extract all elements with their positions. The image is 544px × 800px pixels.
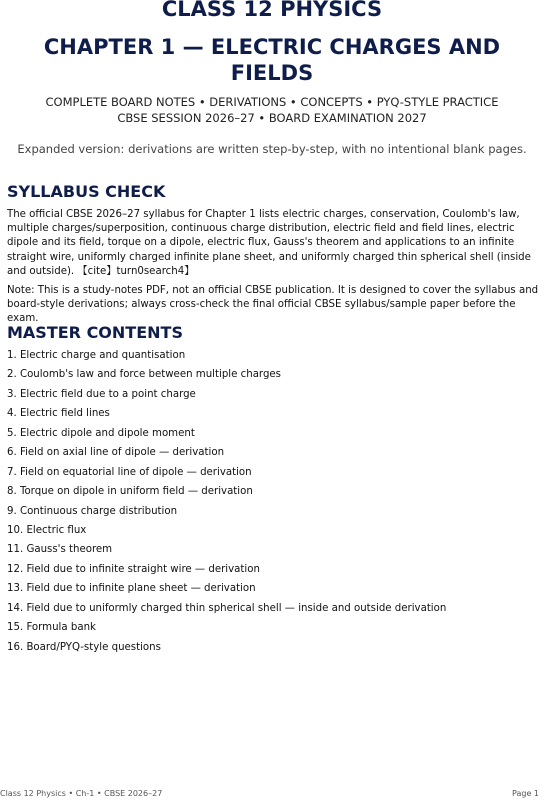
contents-item: 10. Electric flux: [7, 524, 87, 536]
syllabus-heading: SYLLABUS CHECK: [7, 182, 166, 201]
footer-page-number: Page 1: [512, 789, 539, 798]
contents-heading: MASTER CONTENTS: [7, 323, 183, 342]
footer-document-label: Class 12 Physics • Ch-1 • CBSE 2026–27: [0, 789, 163, 798]
contents-list: [7, 346, 446, 657]
contents-item: 16. Board/PYQ-style questions: [7, 641, 161, 653]
contents-item: 11. Gauss's theorem: [7, 544, 113, 556]
contents-item: 4. Electric field lines: [7, 408, 110, 420]
contents-item: 8. Torque on dipole in uniform field — derivation: [7, 486, 253, 498]
contents-item: 12. Field due to infinite straight wire — derivation: [7, 563, 260, 575]
subtitle-topics: COMPLETE BOARD NOTES • DERIVATIONS • CONCEPTS • PYQ-STYLE PRACTICE: [45, 95, 499, 109]
contents-item: 5. Electric dipole and dipole moment: [7, 427, 195, 439]
contents-item: 1. Electric charge and quantisation: [7, 350, 186, 361]
contents-item: 3. Electric field due to a point charge: [7, 388, 196, 400]
contents-item: 14. Field due to uniformly charged thin spherical shell — inside and outside derivation: [7, 602, 447, 614]
expanded-version-note: Expanded version: derivations are written step-by-step, with no intentional blank pages.: [17, 142, 527, 156]
class-title: CLASS 12 PHYSICS: [161, 0, 383, 21]
contents-item: 2. Coulomb's law and force between multiple charges: [7, 369, 281, 381]
contents-item: 15. Formula bank: [7, 622, 96, 634]
contents-item: 7. Field on equatorial line of dipole — derivation: [7, 466, 252, 478]
disclaimer-note: Note: This is a study-notes PDF, not an official CBSE publication. It is designed to cover the syllabus and board-style derivations; always cross-check the final official CBSE syllabus/sample paper before the exam.: [7, 285, 539, 325]
contents-item: 6. Field on axial line of dipole — derivation: [7, 447, 225, 459]
contents-item: 9. Continuous charge distribution: [7, 505, 178, 517]
contents-item: 13. Field due to infinite plane sheet — derivation: [7, 583, 256, 595]
subtitle-session: CBSE SESSION 2026–27 • BOARD EXAMINATION 2027: [117, 111, 427, 125]
syllabus-paragraph: The official CBSE 2026–27 syllabus for Chapter 1 lists electric charges, conservation, Coulomb's law, multiple charges/superposition, continuous charge distribution, electric field and field lines, electric dipole and its field, torque on a dipole, electric flux, Gauss's theorem and applications to an infinite straight wire, uniformly charged infinite plane sheet, and uniformly charged thin spherical shell (inside and outside). 【cite】turn0search4】: [7, 209, 531, 277]
chapter-title: CHAPTER 1 — ELECTRIC CHARGES AND FIELDS: [43, 35, 501, 85]
